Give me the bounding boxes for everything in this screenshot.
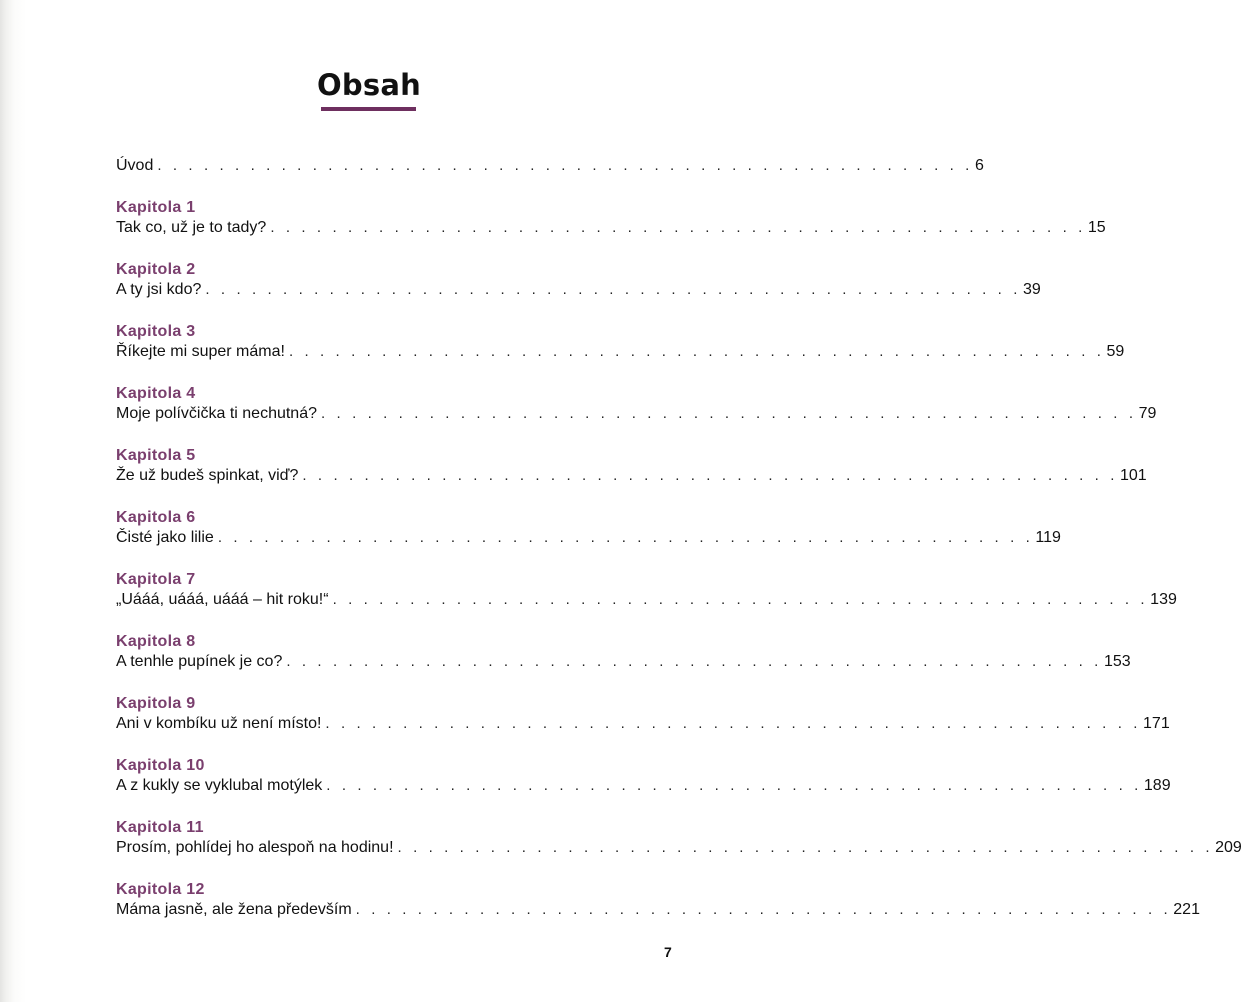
chapter-label: Kapitola 4 <box>116 385 196 402</box>
chapter-label: Kapitola 6 <box>116 509 196 526</box>
toc-entry-chapter-3[interactable] <box>116 341 1125 363</box>
dot-leader: . . . . . . . . . . . . . . . . . . . . . . . . . . . . . . . . . . . . . . . . . . . . . . . . . . . . . <box>205 281 1021 298</box>
chapter-label: Kapitola 11 <box>116 819 204 836</box>
dot-leader: . . . . . . . . . . . . . . . . . . . . . . . . . . . . . . . . . . . . . . . . . . . . . . . . . . . . . <box>332 591 1149 608</box>
dot-leader: . . . . . . . . . . . . . . . . . . . . . . . . . . . . . . . . . . . . . . . . . . . . . . . . . . . . . <box>157 157 973 174</box>
toc-entry-chapter-6[interactable] <box>116 527 1061 549</box>
entry-title: Čisté jako lilie <box>116 529 214 546</box>
toc-entry-chapter-1[interactable] <box>116 217 1106 239</box>
dot-leader: . . . . . . . . . . . . . . . . . . . . . . . . . . . . . . . . . . . . . . . . . . . . . . . . . . . . . <box>270 219 1086 236</box>
dot-leader: . . . . . . . . . . . . . . . . . . . . . . . . . . . . . . . . . . . . . . . . . . . . . . . . . . . . . <box>217 529 1034 546</box>
page-title: Obsah <box>317 68 421 102</box>
page-number: 221 <box>1173 901 1200 918</box>
entry-title: A z kukly se vyklubal motýlek <box>116 777 323 794</box>
dot-leader: . . . . . . . . . . . . . . . . . . . . . . . . . . . . . . . . . . . . . . . . . . . . . . . . . . . . . <box>325 715 1142 732</box>
dot-leader: . . . . . . . . . . . . . . . . . . . . . . . . . . . . . . . . . . . . . . . . . . . . . . . . . . . . . <box>302 467 1118 484</box>
dot-leader: . . . . . . . . . . . . . . . . . . . . . . . . . . . . . . . . . . . . . . . . . . . . . . . . . . . . . <box>326 777 1142 794</box>
toc-entry-intro[interactable] <box>116 155 984 177</box>
chapter-label: Kapitola 12 <box>116 881 205 898</box>
folio-page-number: 7 <box>664 944 672 960</box>
entry-title: Máma jasně, ale žena především <box>116 901 352 918</box>
dot-leader: . . . . . . . . . . . . . . . . . . . . . . . . . . . . . . . . . . . . . . . . . . . . . . . . . . . . . <box>321 405 1137 422</box>
page-number: 119 <box>1035 529 1061 546</box>
chapter-label: Kapitola 9 <box>116 695 196 712</box>
toc-entry-chapter-12[interactable] <box>116 899 1200 921</box>
toc-entry-chapter-9[interactable] <box>116 713 1170 735</box>
entry-title: „Uááá, uááá, uááá – hit roku!“ <box>116 591 329 608</box>
page-number: 101 <box>1119 467 1147 484</box>
entry-title: Úvod <box>116 157 154 174</box>
page-number: 15 <box>1087 219 1106 236</box>
chapter-label: Kapitola 8 <box>116 633 196 650</box>
page-number: 59 <box>1106 343 1125 360</box>
chapter-label: Kapitola 3 <box>116 323 196 340</box>
page-number: 189 <box>1143 777 1171 794</box>
entry-title: Ani v kombíku už není místo! <box>116 715 322 732</box>
toc-entry-chapter-4[interactable] <box>116 403 1157 425</box>
toc-entry-chapter-8[interactable] <box>116 651 1131 673</box>
toc-entry-chapter-5[interactable] <box>116 465 1147 487</box>
entry-title: A tenhle pupínek je co? <box>116 653 283 670</box>
dot-leader: . . . . . . . . . . . . . . . . . . . . . . . . . . . . . . . . . . . . . . . . . . . . . . . . . . . . . <box>397 839 1214 856</box>
entry-title: Že už budeš spinkat, viď? <box>116 467 299 484</box>
chapter-label: Kapitola 1 <box>116 199 196 216</box>
toc-entry-chapter-2[interactable] <box>116 279 1041 301</box>
chapter-label: Kapitola 5 <box>116 447 196 464</box>
entry-title: Říkejte mi super máma! <box>116 343 285 360</box>
toc-entry-chapter-10[interactable] <box>116 775 1171 797</box>
page-number: 39 <box>1022 281 1041 298</box>
toc-entry-chapter-7[interactable] <box>116 589 1177 611</box>
entry-title: Moje polívčička ti nechutná? <box>116 405 317 422</box>
dot-leader: . . . . . . . . . . . . . . . . . . . . . . . . . . . . . . . . . . . . . . . . . . . . . . . . . . . . . <box>288 343 1105 360</box>
page-number: 139 <box>1150 591 1177 608</box>
table-of-contents <box>116 0 1242 1002</box>
dot-leader: . . . . . . . . . . . . . . . . . . . . . . . . . . . . . . . . . . . . . . . . . . . . . . . . . . . . . <box>286 653 1102 670</box>
chapter-label: Kapitola 7 <box>116 571 196 588</box>
page-number: 6 <box>974 157 984 174</box>
chapter-label: Kapitola 10 <box>116 757 205 774</box>
page-number: 171 <box>1143 715 1170 732</box>
page-number: 79 <box>1138 405 1157 422</box>
page-number: 209 <box>1215 839 1242 856</box>
page-number: 153 <box>1103 653 1131 670</box>
chapter-label: Kapitola 2 <box>116 261 196 278</box>
toc-entry-chapter-11[interactable] <box>116 837 1242 859</box>
entry-title: A ty jsi kdo? <box>116 281 202 298</box>
dot-leader: . . . . . . . . . . . . . . . . . . . . . . . . . . . . . . . . . . . . . . . . . . . . . . . . . . . . . <box>355 901 1172 918</box>
entry-title: Tak co, už je to tady? <box>116 219 267 236</box>
entry-title: Prosím, pohlídej ho alespoň na hodinu! <box>116 839 394 856</box>
